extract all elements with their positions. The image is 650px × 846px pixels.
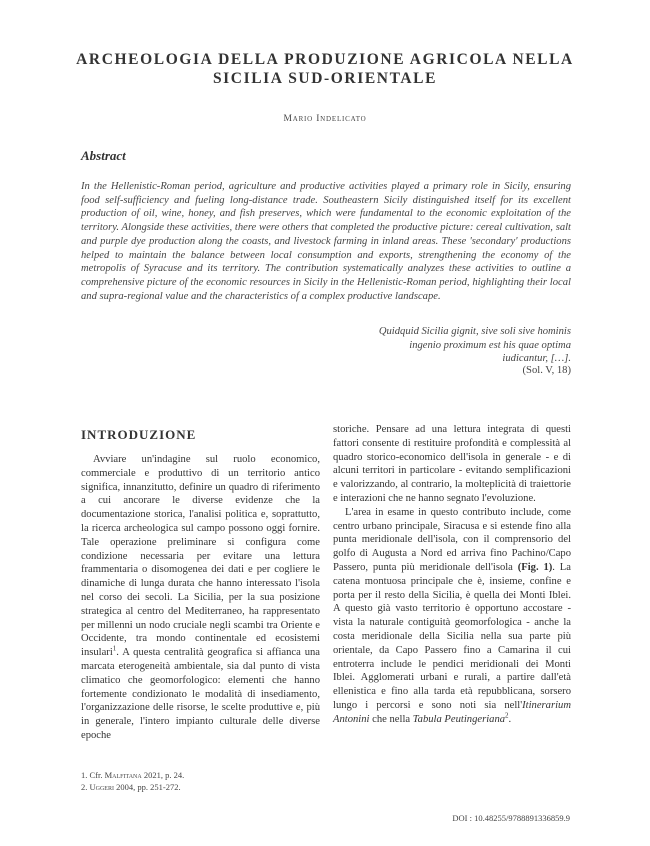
right-column	[333, 423, 571, 727]
itinerarium-title: Itinerarium Antonini	[333, 699, 571, 725]
footnote-1-author: Malfitana	[104, 770, 142, 780]
footnote-2-prefix: 2.	[81, 781, 90, 792]
epigraph-source: (Sol. V, 18)	[522, 365, 571, 376]
footnote-ref-1[interactable]: 1	[112, 644, 117, 653]
right-text-c: che nella	[369, 713, 413, 725]
left-text-a: Avviare un'indagine sul ruolo economico, commerciale e produttivo di un territorio antico significa, innanzitutto, definire un quadro di riferimento a cui ancorare le diverse evidenze che la documentazione storica, l'analisi politica e, soprattutto, la ricerca archeologica sul campo possono oggi fornire. Tale operazione preliminare si configura come condizione necessaria per evitare una lettura frammentaria o disomogenea dei dati e per cogliere le dinamiche di lunga durata che hanno interessato l'isola nel corso dei secoli. La Sicilia, per la sua posizione strategica al centro del Mediterraneo, ha rappresentato per millenni un nodo cruciale negli scambi tra Oriente e Occidente, tra mondo continentale ed ecosistemi insulari	[81, 454, 320, 659]
title-line-1: ARCHEOLOGIA DELLA PRODUZIONE AGRICOLA NELLA	[76, 51, 574, 68]
footnotes	[81, 770, 381, 793]
paper-title	[60, 50, 590, 88]
abstract-heading: Abstract	[81, 148, 126, 163]
author-name: Mario Indelicato	[283, 114, 367, 124]
epigraph-line-3: iudicantur, […].	[502, 353, 571, 365]
right-text-d: .	[508, 713, 512, 725]
right-text-a: L'area in esame in questo contributo include, come centro urbano principale, Siracusa e si estende fino alla punta meridionale dell'isola, con il comprensorio del golfo di Augusta a Nord ed arriva fino Pachino/Capo Passero, punta più meridionale dell'isola	[333, 506, 571, 573]
doi-identifier[interactable]: DOI : 10.48255/9788891336859.9	[452, 813, 570, 823]
footnote-2-ref: 2004, pp. 251-272.	[113, 781, 181, 792]
tabula-title: Tabula Peutingeriana	[412, 713, 506, 725]
epigraph-line-2: ingenio proximum est his quae optima	[409, 339, 571, 351]
epigraph-quote	[300, 325, 571, 366]
footnote-ref-2[interactable]: 2	[505, 711, 509, 720]
left-paragraph	[81, 453, 320, 743]
epigraph-line-1: Quidquid Sicilia gignit, sive soli sive hominis	[378, 326, 571, 337]
section-heading: INTRODUZIONE	[81, 427, 197, 442]
abstract-body	[81, 180, 571, 303]
footnote-2-author: Uggeri	[89, 781, 114, 792]
right-paragraph-1: storiche. Pensare ad una lettura integrata di questi fattori consente di restituire profondità e complessità al quadro storico-economico dell'isola in generale - e di alcuni territori in particolare - evitando semplificazioni e valorizzando, al contrario, la molteplicità di traiettorie e interazioni che ne hanno segnato l'evoluzione.	[333, 424, 571, 504]
footnote-1-prefix: 1. Cfr.	[81, 770, 105, 780]
left-text-b: . A questa centralità geografica si affianca una marcata eterogeneità ambientale, sia dal punto di vista climatico che geomorfologico: elementi che hanno fortemente condizionato le modalità di insediamento, l'organizzazione delle risorse, le scelte produttive e, più in generale, l'intero impianto culturale delle diverse epoche	[81, 647, 320, 741]
footnote-2	[81, 782, 381, 794]
left-column	[81, 453, 320, 743]
abstract-paragraph: In the Hellenistic-Roman period, agriculture and productive activities played a primary role in Sicily, ensuring food self-sufficiency and fueling long-distance trade. Southeastern Sicily distinguished itself for its excellent production of oil, wine, honey, and fish preserves, which were fundamental to the economic exploitation of the territory. Alongside these activities, there were others that completed the productive picture: cereal cultivation, salt and purple dye production along the coasts, and livestock farming in inland areas. These 'secondary' productions helped to maintain the balance between local consumption and exports, strengthening the economy of the metropolis of Syracuse and its territory. The contribution systematically analyzes these activities to outline a comprehensive picture of the economic resources in Sicily in the Hellenistic-Roman period, highlighting their local and supra-regional value and the characteristics of a complex productive landscape.	[81, 181, 571, 302]
right-paragraph-2	[333, 506, 571, 727]
footnote-1	[81, 770, 381, 782]
right-text-b: . La catena montuosa principale che è, insieme, confine e porta per il resto della Sicilia, è quella dei Monti Iblei. A questo già vasto territorio è opportuno accostare - vista la naturale contiguità geomorfologica - anche la costa meridionale della Sicilia nella sua parte più orientale, da Capo Passero fino a Camarina il cui entroterra include le pendici meridionali dei Monti Iblei. Agglomerati urbani e rurali, a partire dall'età ellenistica e fino alla tarda età repubblicana, sorsero lungo i percorsi e sono noti sia nell'	[333, 561, 571, 711]
figure-reference[interactable]: (Fig. 1)	[517, 561, 553, 573]
title-line-2: SICILIA SUD-ORIENTALE	[212, 70, 438, 87]
footnote-1-ref: 2021, p. 24.	[141, 770, 185, 780]
